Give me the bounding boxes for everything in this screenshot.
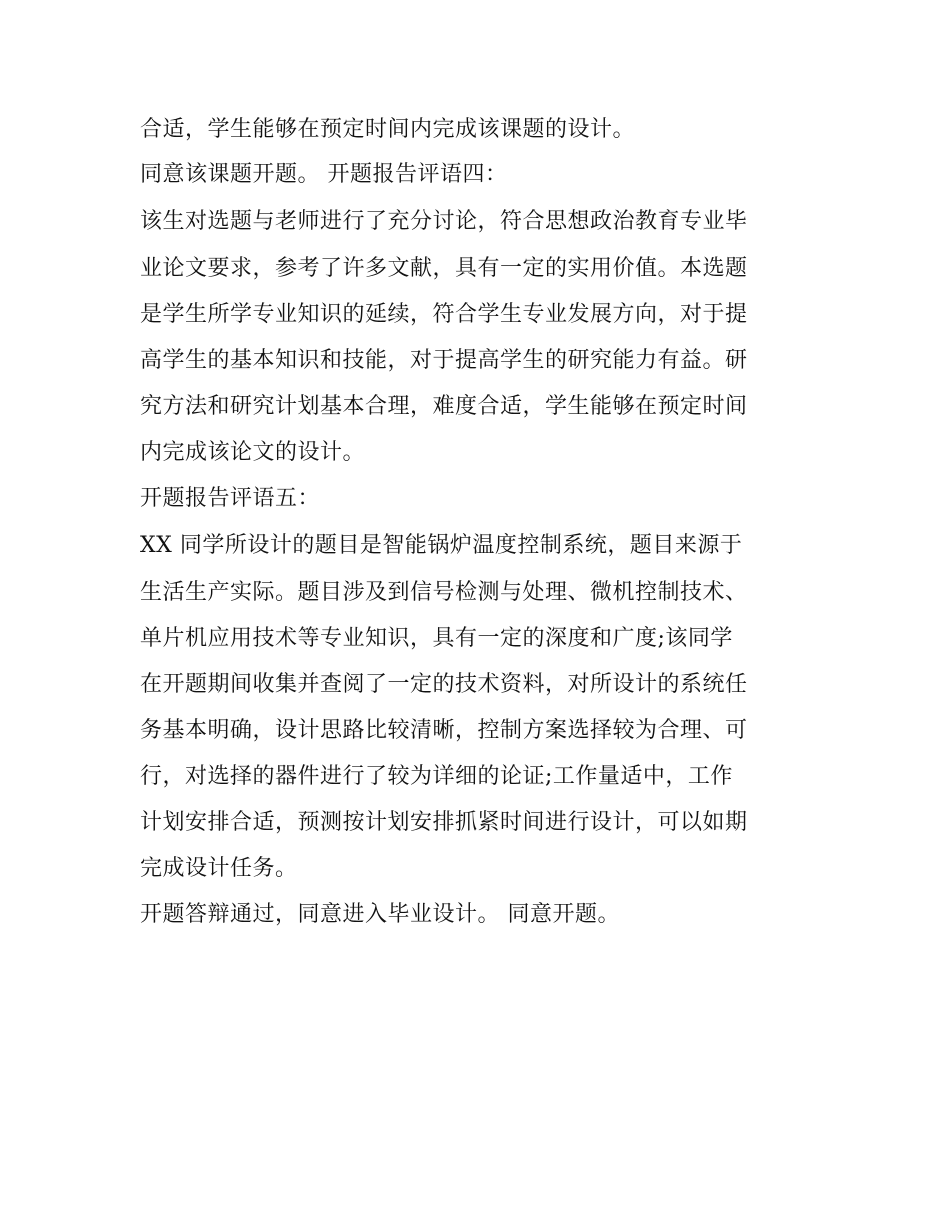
text-line: 业论文要求，参考了许多文献，具有一定的实用价值。本选题 [140, 256, 748, 281]
text-line: 该生对选题与老师进行了充分讨论，符合思想政治教育专业毕 [140, 209, 748, 234]
text-line: 完成设计任务。 [140, 856, 298, 881]
text-line: 开题答辩通过，同意进入毕业设计。 同意开题。 [140, 902, 620, 927]
text-line: 内完成该论文的设计。 [140, 440, 366, 465]
text-line: 生活生产实际。题目涉及到信号检测与处理、微机控制技术、 [140, 580, 748, 605]
text-line: XX 同学所设计的题目是智能锅炉温度控制系统，题目来源于 [140, 533, 743, 558]
text-line: 合适，学生能够在预定时间内完成该课题的设计。 [140, 117, 636, 142]
text-line: 同意该课题开题。 开题报告评语四： [140, 162, 508, 187]
text-line: 是学生所学专业知识的延续，符合学生专业发展方向，对于提 [140, 302, 748, 327]
text-line: 计划安排合适，预测按计划安排抓紧时间进行设计，可以如期 [140, 810, 748, 835]
document-body [140, 108, 820, 938]
text-line: 行，对选择的器件进行了较为详细的论证;工作量适中，工作 [140, 764, 733, 789]
section-heading: 开题报告评语五： [140, 486, 321, 511]
text-line: 务基本明确，设计思路比较清晰，控制方案选择较为合理、可 [140, 718, 748, 743]
text-line: 单片机应用技术等专业知识，具有一定的深度和广度;该同学 [140, 626, 733, 651]
text-line: 高学生的基本知识和技能，对于提高学生的研究能力有益。研 [140, 348, 748, 373]
text-line: 究方法和研究计划基本合理，难度合适，学生能够在预定时间 [140, 394, 748, 419]
text-line: 在开题期间收集并查阅了一定的技术资料，对所设计的系统任 [140, 672, 748, 697]
